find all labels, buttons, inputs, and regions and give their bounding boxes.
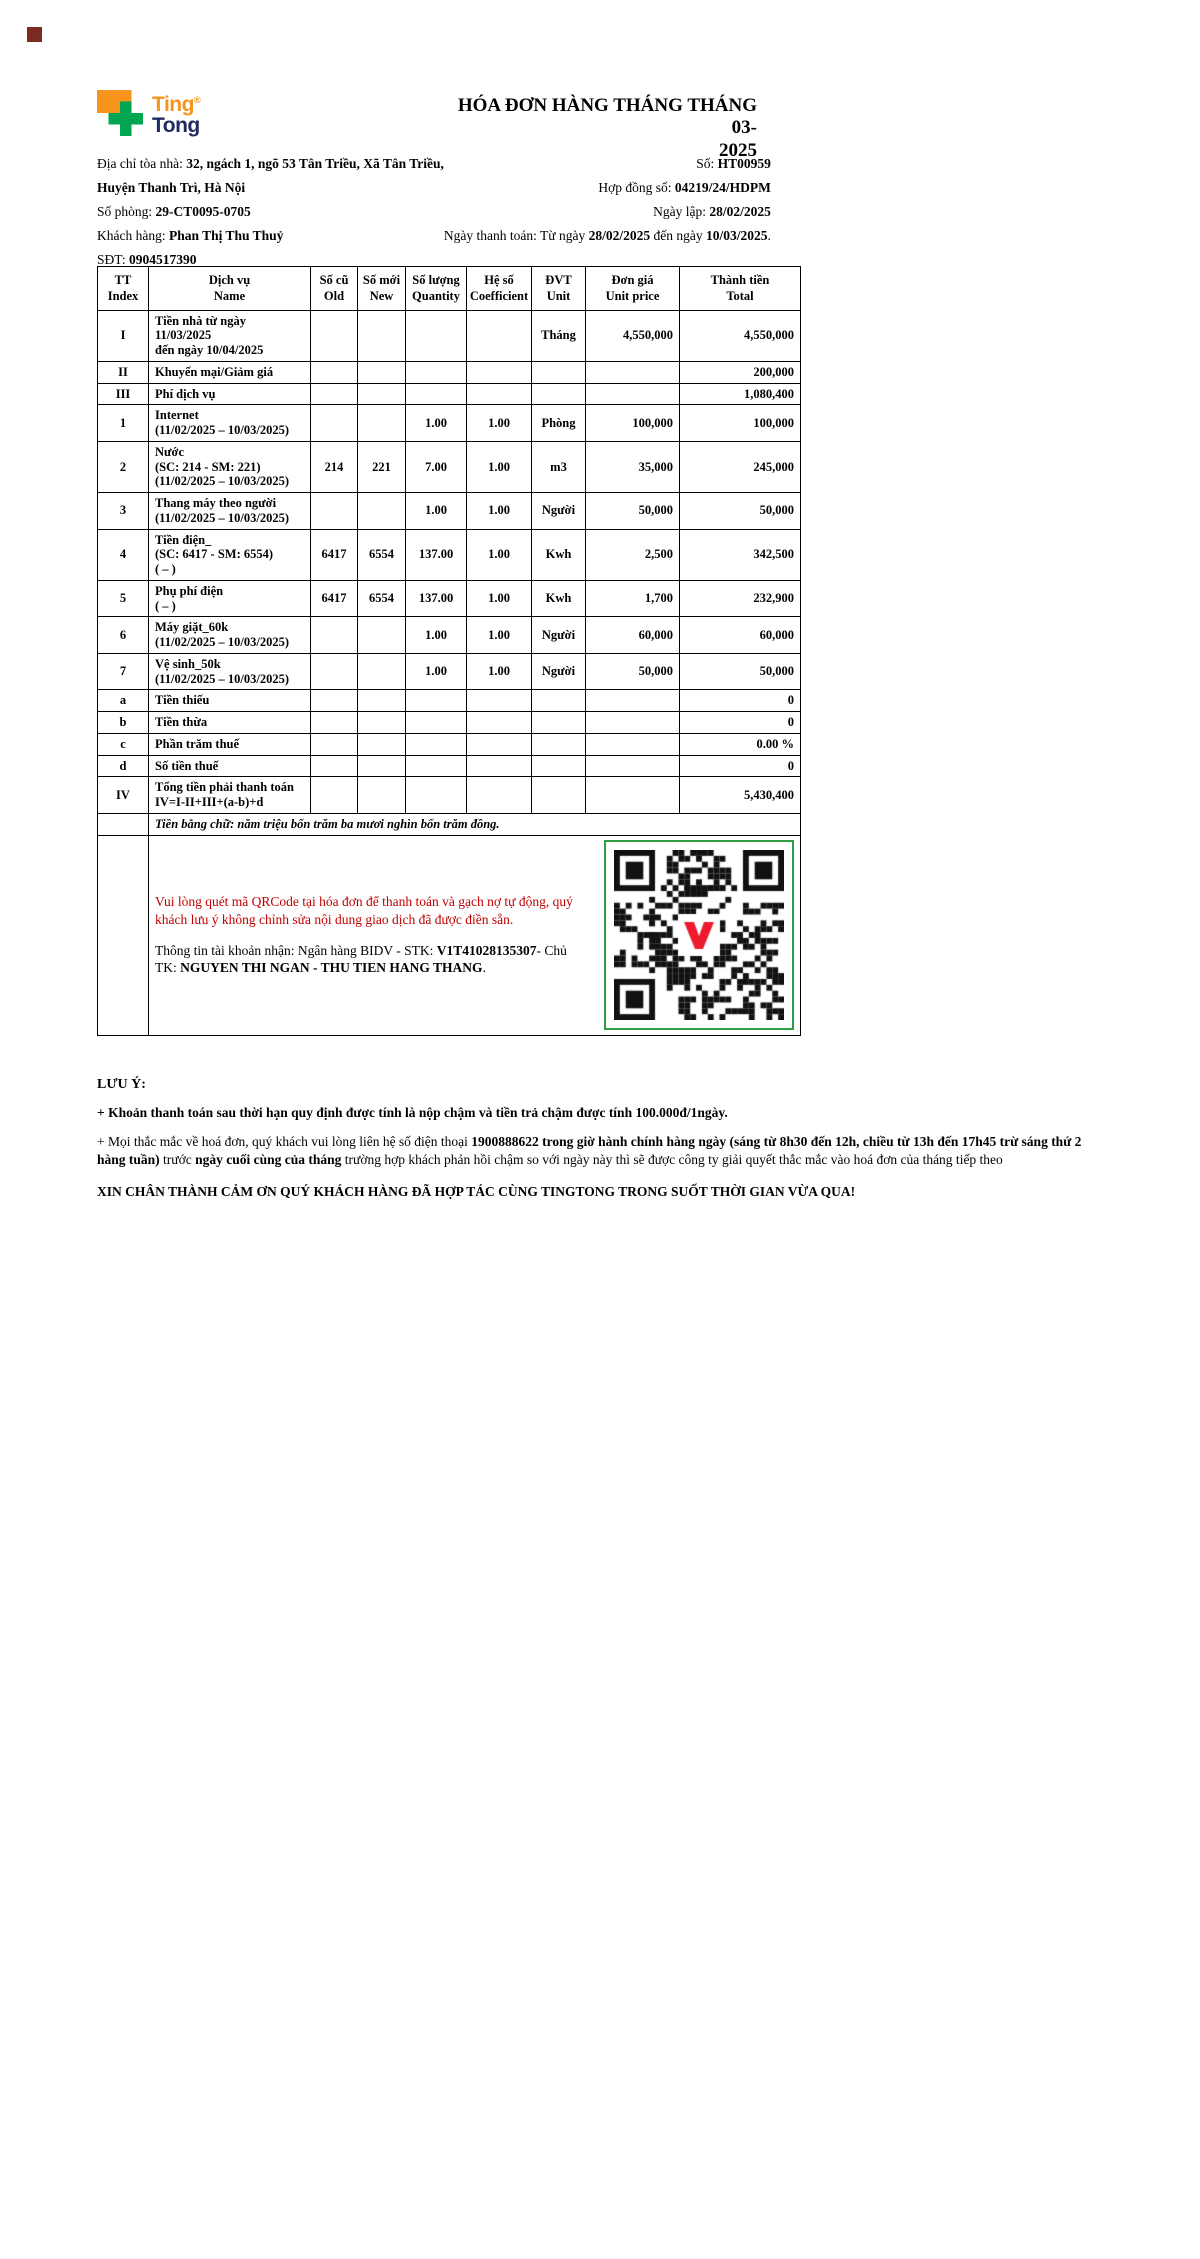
col-header-price: Đơn giá Unit price — [586, 267, 680, 311]
cell-unit — [532, 733, 586, 755]
cell-unit: Phòng — [532, 405, 586, 442]
cell-unit — [532, 755, 586, 777]
cell-coef — [467, 690, 532, 712]
cell-qty: 1.00 — [406, 617, 467, 654]
cell-name: Tiền thiếu — [149, 690, 311, 712]
cell-name: Khuyến mại/Giảm giá — [149, 361, 311, 383]
qr-code — [614, 850, 784, 1020]
cell-new: 6554 — [358, 529, 406, 580]
services-table — [97, 266, 801, 1036]
cell-qty — [406, 690, 467, 712]
cell-qty: 137.00 — [406, 529, 467, 580]
cell-unit — [532, 383, 586, 405]
cell-old — [311, 310, 358, 361]
cell-total: 50,000 — [680, 493, 801, 530]
cell-old — [311, 653, 358, 690]
table-row — [98, 617, 801, 654]
cell-total: 0.00 % — [680, 733, 801, 755]
cell-old — [311, 383, 358, 405]
cell-price: 60,000 — [586, 617, 680, 654]
cell-price — [586, 755, 680, 777]
col-header-name: Dịch vụ Name — [149, 267, 311, 311]
cell-price: 4,550,000 — [586, 310, 680, 361]
cell-idx: c — [98, 733, 149, 755]
cell-price — [586, 361, 680, 383]
cell-unit: Tháng — [532, 310, 586, 361]
table-row — [98, 755, 801, 777]
cell-price: 35,000 — [586, 441, 680, 492]
cell-price — [586, 690, 680, 712]
issue-date: Ngày lập: 28/02/2025 — [653, 204, 771, 219]
table-footer-rows — [98, 813, 801, 1035]
customer-name: Khách hàng: Phan Thị Thu Thuỷ — [97, 228, 284, 243]
notes-heading: LƯU Ý: — [97, 1077, 146, 1092]
cell-old: 6417 — [311, 529, 358, 580]
cell-new — [358, 690, 406, 712]
cell-old — [311, 405, 358, 442]
cell-total: 0 — [680, 690, 801, 712]
cell-total: 1,080,400 — [680, 383, 801, 405]
corner-mark — [27, 27, 42, 42]
cell-coef: 1.00 — [467, 405, 532, 442]
table-row — [98, 383, 801, 405]
cell-unit — [532, 777, 586, 814]
room-number: Số phòng: 29-CT0095-0705 — [97, 204, 251, 219]
cell-new — [358, 383, 406, 405]
col-header-old: Số cũ Old — [311, 267, 358, 311]
table-row — [98, 361, 801, 383]
thank-you-note: XIN CHÂN THÀNH CẢM ƠN QUÝ KHÁCH HÀNG ĐÃ HỢP TÁC CÙNG TINGTONG TRONG SUỐT THỜI GIAN VỪA QUA! — [97, 1183, 856, 1199]
cell-old — [311, 733, 358, 755]
service-rows — [98, 310, 801, 813]
brand-top: Ting — [152, 93, 194, 116]
cell-price — [586, 383, 680, 405]
cell-coef — [467, 361, 532, 383]
qr-code-frame — [604, 840, 794, 1030]
cell-old — [311, 755, 358, 777]
cell-old: 214 — [311, 441, 358, 492]
invoice-info — [97, 152, 771, 272]
cell-unit: m3 — [532, 441, 586, 492]
cell-name: Internet (11/02/2025 – 10/03/2025) — [149, 405, 311, 442]
cell-name: Nước (SC: 214 - SM: 221) (11/02/2025 – 10/03/2025) — [149, 441, 311, 492]
cell-new: 221 — [358, 441, 406, 492]
invoice-title-line2: 2025 — [719, 139, 757, 161]
cell-name: Phụ phí điện ( – ) — [149, 580, 311, 617]
cell-coef — [467, 712, 532, 734]
cell-old — [311, 777, 358, 814]
cell-price — [586, 733, 680, 755]
cell-name: Thang máy theo người (11/02/2025 – 10/03/2025) — [149, 493, 311, 530]
cell-coef: 1.00 — [467, 529, 532, 580]
qr-section — [149, 835, 801, 1035]
qr-row — [98, 835, 801, 1035]
col-header-idx: TT Index — [98, 267, 149, 311]
table-header-row — [98, 267, 801, 311]
customer-info — [97, 152, 444, 272]
col-header-new: Số mới New — [358, 267, 406, 311]
cell-unit: Người — [532, 493, 586, 530]
cell-coef — [467, 383, 532, 405]
cell-idx: a — [98, 690, 149, 712]
cell-name: Phí dịch vụ — [149, 383, 311, 405]
cell-new — [358, 733, 406, 755]
cell-new — [358, 777, 406, 814]
cell-qty — [406, 310, 467, 361]
cell-total: 245,000 — [680, 441, 801, 492]
cell-idx: b — [98, 712, 149, 734]
cell-name: Tiền điện_ (SC: 6417 - SM: 6554) ( – ) — [149, 529, 311, 580]
brand-bottom: Tong — [152, 114, 200, 137]
contact-note: + Mọi thắc mắc về hoá đơn, quý khách vui lòng liên hệ số điện thoại 1900888622 trong giờ hành chính hàng ngày (sáng từ 8h30 đến 12h, chiều từ 13h đến 17h45 trừ sáng thứ 2 hàng tuần) trước ngày cuối cùng của tháng trường hợp khách phản hồi chậm so với ngày này thì sẽ được công ty giải quyết thắc mắc vào hoá đơn của tháng tiếp theo — [97, 1134, 1082, 1168]
customer-phone: SĐT: 0904517390 — [97, 252, 197, 267]
bank-account-info: Thông tin tài khoản nhận: Ngân hàng BIDV - STK: V1T41028135307- Chủ TK: NGUYEN THI NGAN - THU TIEN HANG THANG. — [155, 942, 567, 976]
cell-unit: Kwh — [532, 580, 586, 617]
cell-idx: 2 — [98, 441, 149, 492]
cell-total: 5,430,400 — [680, 777, 801, 814]
cell-price — [586, 777, 680, 814]
invoice-footer — [97, 1076, 1103, 1201]
cell-name: Tổng tiền phải thanh toán IV=I-II+III+(a-b)+d — [149, 777, 311, 814]
cell-idx: II — [98, 361, 149, 383]
table-row — [98, 405, 801, 442]
cell-coef — [467, 755, 532, 777]
cell-qty — [406, 361, 467, 383]
late-payment-note: + Khoản thanh toán sau thời hạn quy định được tính là nộp chậm và tiền trả chậm được tính 100.000đ/1ngày. — [97, 1105, 728, 1121]
qr-text-block — [155, 893, 591, 976]
amount-in-words: Tiền bằng chữ: năm triệu bốn trăm ba mươi nghìn bốn trăm đồng. — [149, 813, 801, 835]
table-row — [98, 733, 801, 755]
tingtong-logo — [97, 90, 200, 136]
cell-idx: I — [98, 310, 149, 361]
table-row — [98, 310, 801, 361]
cell-coef: 1.00 — [467, 493, 532, 530]
col-header-qty: Số lượng Quantity — [406, 267, 467, 311]
invoice-title-line1: HÓA ĐƠN HÀNG THÁNG THÁNG 03- — [457, 95, 757, 139]
table-row — [98, 777, 801, 814]
invoice-number: Số: HT00959 — [696, 156, 771, 171]
cell-total: 342,500 — [680, 529, 801, 580]
cell-coef: 1.00 — [467, 617, 532, 654]
col-header-total: Thành tiền Total — [680, 267, 801, 311]
cell-total: 200,000 — [680, 361, 801, 383]
cell-price: 50,000 — [586, 653, 680, 690]
cell-qty — [406, 383, 467, 405]
cell-new: 6554 — [358, 580, 406, 617]
cell-old — [311, 361, 358, 383]
cell-qty: 7.00 — [406, 441, 467, 492]
contract-number: Hợp đồng số: 04219/24/HDPM — [598, 180, 771, 195]
cell-qty: 137.00 — [406, 580, 467, 617]
cell-coef: 1.00 — [467, 580, 532, 617]
tingtong-logo-icon — [97, 90, 143, 136]
table-row — [98, 529, 801, 580]
tingtong-wordmark — [152, 90, 200, 136]
cell-name: Phần trăm thuế — [149, 733, 311, 755]
cell-coef: 1.00 — [467, 441, 532, 492]
cell-unit: Người — [532, 653, 586, 690]
cell-old: 6417 — [311, 580, 358, 617]
cell-qty — [406, 733, 467, 755]
cell-name: Tiền thừa — [149, 712, 311, 734]
cell-unit: Kwh — [532, 529, 586, 580]
cell-new — [358, 493, 406, 530]
empty-index-cell — [98, 813, 149, 835]
cell-new — [358, 755, 406, 777]
cell-old — [311, 712, 358, 734]
cell-total: 0 — [680, 755, 801, 777]
cell-total: 60,000 — [680, 617, 801, 654]
cell-idx: 3 — [98, 493, 149, 530]
table-row — [98, 493, 801, 530]
cell-qty — [406, 777, 467, 814]
cell-price — [586, 712, 680, 734]
cell-old — [311, 690, 358, 712]
cell-old — [311, 493, 358, 530]
cell-unit — [532, 690, 586, 712]
cell-idx: 5 — [98, 580, 149, 617]
table-row — [98, 441, 801, 492]
cell-qty: 1.00 — [406, 405, 467, 442]
cell-unit — [532, 712, 586, 734]
cell-price: 50,000 — [586, 493, 680, 530]
invoice-meta — [444, 152, 771, 272]
cell-idx: 7 — [98, 653, 149, 690]
cell-coef — [467, 733, 532, 755]
cell-idx: 1 — [98, 405, 149, 442]
table-head — [98, 267, 801, 311]
cell-new — [358, 310, 406, 361]
cell-qty: 1.00 — [406, 493, 467, 530]
cell-new — [358, 712, 406, 734]
cell-price: 1,700 — [586, 580, 680, 617]
registered-mark-icon: ® — [193, 95, 201, 105]
cell-name: Máy giặt_60k (11/02/2025 – 10/03/2025) — [149, 617, 311, 654]
cell-qty — [406, 755, 467, 777]
cell-qty — [406, 712, 467, 734]
cell-total: 232,900 — [680, 580, 801, 617]
cell-total: 0 — [680, 712, 801, 734]
cell-price: 2,500 — [586, 529, 680, 580]
building-address-line2: Huyện Thanh Trì, Hà Nội — [97, 180, 246, 195]
cell-price: 100,000 — [586, 405, 680, 442]
cell-name: Tiền nhà từ ngày 11/03/2025 đến ngày 10/04/2025 — [149, 310, 311, 361]
cell-total: 100,000 — [680, 405, 801, 442]
building-address-line1: Địa chỉ tòa nhà: 32, ngách 1, ngõ 53 Tân Triều, Xã Tân Triều, — [97, 156, 444, 171]
cell-new — [358, 617, 406, 654]
qr-payment-note: Vui lòng quét mã QRCode tại hóa đơn để thanh toán và gạch nợ tự động, quý khách lưu ý không chỉnh sửa nội dung giao dịch đã được điền sẵn. — [155, 894, 573, 927]
cell-idx: 4 — [98, 529, 149, 580]
table-row — [98, 580, 801, 617]
cell-idx: d — [98, 755, 149, 777]
cell-coef — [467, 310, 532, 361]
cell-coef: 1.00 — [467, 653, 532, 690]
cell-total: 50,000 — [680, 653, 801, 690]
cell-unit — [532, 361, 586, 383]
cell-unit: Người — [532, 617, 586, 654]
cell-old — [311, 617, 358, 654]
table-row — [98, 712, 801, 734]
col-header-unit: ĐVT Unit — [532, 267, 586, 311]
table-row — [98, 653, 801, 690]
cell-new — [358, 405, 406, 442]
cell-idx: 6 — [98, 617, 149, 654]
cell-coef — [467, 777, 532, 814]
cell-total: 4,550,000 — [680, 310, 801, 361]
cell-name: Vệ sinh_50k (11/02/2025 – 10/03/2025) — [149, 653, 311, 690]
cell-name: Số tiền thuế — [149, 755, 311, 777]
cell-idx: III — [98, 383, 149, 405]
col-header-coef: Hệ số Coefficient — [467, 267, 532, 311]
table-row — [98, 690, 801, 712]
amount-in-words-row — [98, 813, 801, 835]
empty-index-cell — [98, 835, 149, 1035]
cell-new — [358, 361, 406, 383]
cell-new — [358, 653, 406, 690]
cell-idx: IV — [98, 777, 149, 814]
cell-qty: 1.00 — [406, 653, 467, 690]
payment-period: Ngày thanh toán: Từ ngày 28/02/2025 đến ngày 10/03/2025. — [443, 228, 771, 243]
